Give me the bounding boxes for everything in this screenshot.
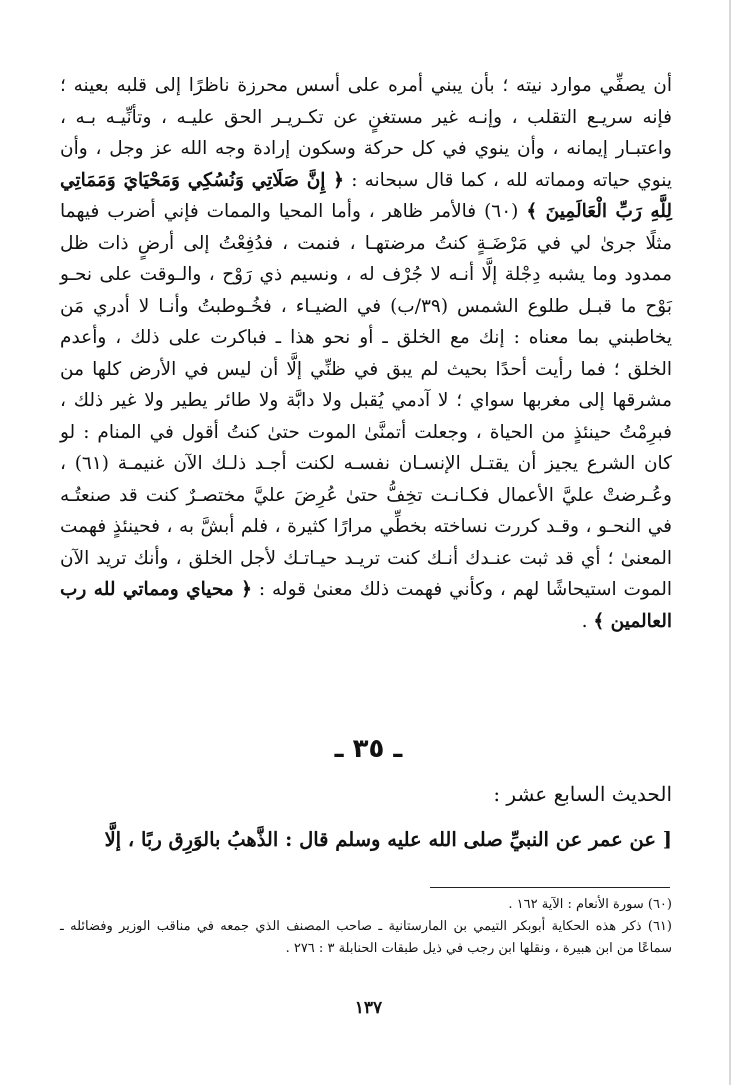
- hadith-text: [ عن عمر عن النبيِّ صلى الله عليه وسلم قال : الذَّهبُ بالوَرِق ربًا ، إلَّا: [104, 828, 672, 851]
- hadith-title: الحديث السابع عشر :: [493, 782, 672, 806]
- quran-verse: ﴿ إِنَّ صَلَاتِي وَنُسُكِي وَمَحْيَايَ وَمَمَاتِي لِلَّهِ رَبِّ الْعَالَمِينَ ﴾: [60, 169, 672, 222]
- footnote-61: (٦١) ذكر هذه الحكاية أبوبكر التيمي بن المارستانية ـ صاحب المصنف الذي جمعه في مناقب الوزير وفضائله ـ سماعًا من ابن هبيرة ، ونقلها ابن رجب في ذيل طبقات الحنابلة ٣ : ٢٧٦ .: [60, 919, 672, 956]
- footnote-divider: [430, 887, 670, 888]
- end-punctuation: .: [581, 610, 588, 632]
- main-text-block: [60, 70, 672, 637]
- footnote-ref-60: (٦٠): [484, 201, 519, 222]
- paragraph-intro: أن يصفِّي موارد نيته ؛ بأن يبني أمره على أسس محرزة ناظرًا إلى قلبه بعينه ؛ فإنه سريـع التقلب ، وإنـه غير مستغنٍ عن تكـريـر الحق عليـه ، وتأنِّيـه بـه ، واعتبـار إيمانه ، وأن ينوي في كل حركة وسكون إرادة وجه الله عز وجل ، وأن ينوي حياته ومماته لله ، كما قال سبحانه :: [60, 75, 673, 191]
- footnote-60: (٦٠) سورة الأنعام : الآية ١٦٢ .: [508, 897, 672, 912]
- page-number: ١٣٧: [354, 998, 383, 1018]
- section-number: ـ ٣٥ ـ: [334, 734, 403, 764]
- main-paragraph: [60, 70, 672, 637]
- paragraph-continuation: ، وعُـرضتْ عليَّ الأعمال فكـانـت تخِفُّ حتىٰ عُرِضَ عليَّ مختصـرٌ كنت قد صنعتُـه في النحـو ، وقـد كررت نساخته بخطِّي مرارًا كثيرة ، فلم أبشَّ به ، فحينئذٍ فهمت المعنىٰ ؛ أي قد ثبت عنـدك أنـك كنت تريـد حيـاتـك لأجل الخلق ، وأنك تريد الآن الموت استيحاشًا لهم ، وكأني فهمت ذلك معنىٰ قوله :: [60, 453, 673, 600]
- footnotes: [60, 894, 672, 960]
- page-edge-line: [729, 0, 731, 1085]
- quran-fragment: ﴿ محياي ومماتي لله رب العالمين ﴾: [60, 579, 672, 632]
- footnote-ref-61: (٦١): [74, 453, 110, 474]
- paragraph-body: فالأمر ظاهر ، وأما المحيا والممات فإني أضرب فيهما مثلًا جرىٰ لي في مَرْضَـةٍ كنتُ مرضتهـا ، فنمت ، فدُفِعْتُ إلى أرضٍ ذات ظل ممدود وما يشبه دِجْلة إلَّا أنـه لا جُرْف له ، ونسيم ذي رَوْح ، والـوقت على نحـو بَوْح ما قبـل طلوع الشمس (٣٩/ب) في الضيـاء ، فخُـوطبتُ وأنـا لا أدري مَن يخاطبني بما معناه : إنك مع الخلق ـ أو نحو هذا ـ فباكرت على ذلك ، وأعدم الخلق ؛ فما رأيت أحدًا بحيث لم يبق في ظنِّي إلَّا أن ليس في الأرض كلها من مشرقها إلى مغربها سواي ؛ لا آدمي يُقبل ولا دابَّة ولا طائر يطير ولا غير ذلك ، فبرِمْتُ حينئذٍ من الحياة ، وجعلت أتمنَّىٰ الموت حتىٰ كنتُ أقول في المنام : لو كان الشرع يجيز أن يقتـل الإنسـان نفسـه لكنت أجـد ذلـك الآن غنيمـة: [60, 201, 672, 474]
